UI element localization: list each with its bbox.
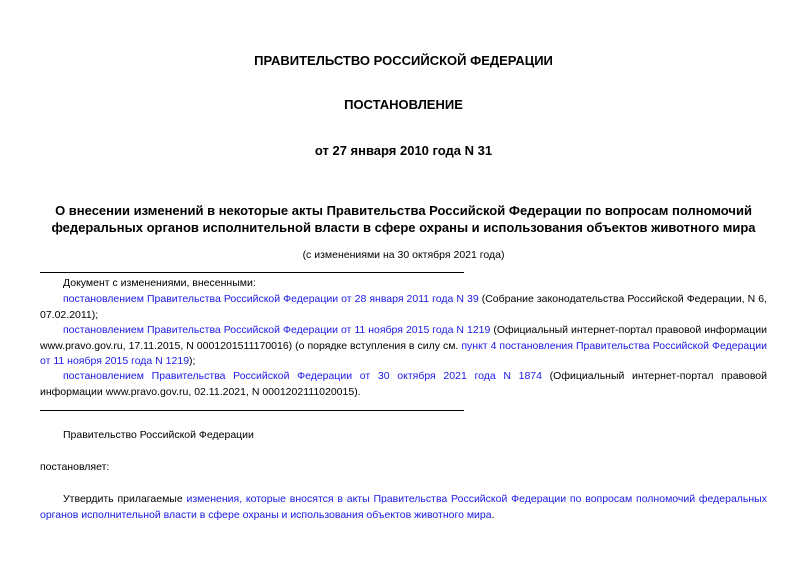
document-title: О внесении изменений в некоторые акты Правительства Российской Федерации по вопросам полномочий федеральных органов исполнительной власти в сфере охраны и использования объектов животного мира [51, 203, 756, 235]
decree-subject: Правительство Российской Федерации [63, 429, 254, 441]
approve-changes-link[interactable]: изменения, которые вносятся в акты Правительства Российской Федерации по вопросам полномочий федеральных органов исполнительной власти в сфере охраны и использования объектов животного мира [40, 493, 767, 521]
amendment-note: (с изменениями на 30 октября 2021 года) [302, 249, 505, 261]
change-2-effect-link[interactable]: пункт 4 постановления Правительства Российской Федерации от 11 ноября 2015 года N 1219 [40, 339, 767, 367]
decree-verb: постановляет: [40, 461, 110, 473]
approve-paragraph [40, 492, 767, 523]
changes-intro: Документ с изменениями, внесенными: [63, 277, 256, 289]
divider-bottom [40, 410, 464, 411]
document-date: от 27 января 2010 года N 31 [314, 143, 493, 158]
government-heading: ПРАВИТЕЛЬСТВО РОССИЙСКОЙ ФЕДЕРАЦИИ [254, 53, 553, 68]
change-item-2 [40, 323, 767, 370]
approve-start: Утвердить прилагаемые [63, 493, 187, 505]
change-2-end: ); [189, 355, 196, 367]
change-3-link[interactable]: постановлением Правительства Российской Федерации от 30 октября 2021 года N 1874 [63, 370, 542, 382]
change-item-3 [40, 369, 767, 400]
change-1-text: (Собрание законодательства Российской Федерации, N 6, 07.02.2011); [40, 293, 768, 321]
change-2-link[interactable]: постановлением Правительства Российской Федерации от 11 ноября 2015 года N 1219 [63, 324, 491, 336]
divider-top [40, 272, 464, 273]
change-item-1 [40, 292, 767, 323]
document-type: ПОСТАНОВЛЕНИЕ [344, 97, 463, 112]
approve-end: . [491, 508, 495, 521]
change-3-text: (Официальный интернет-портал правовой информации www.pravo.gov.ru, 02.11.2021, N 0001202111020015). [40, 370, 768, 398]
change-1-link[interactable]: постановлением Правительства Российской Федерации от 28 января 2011 года N 39 [63, 293, 479, 305]
change-2-text: (Официальный интернет-портал правовой информации www.pravo.gov.ru, 17.11.2015, N 0001201511170016) (о порядке вступления в силу см. [40, 324, 767, 352]
